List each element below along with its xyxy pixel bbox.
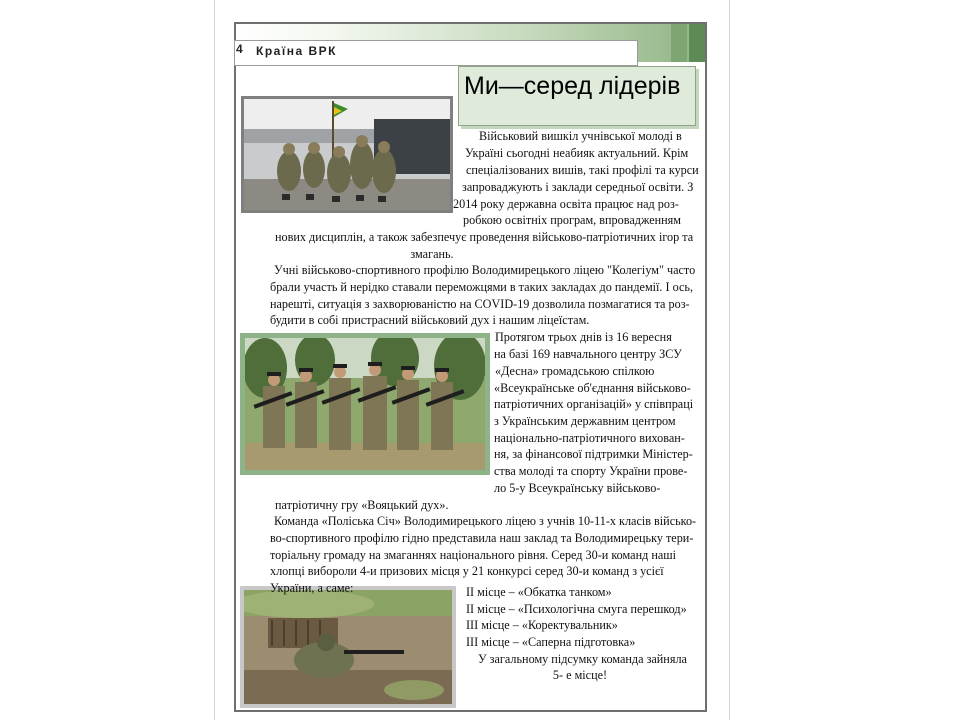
para1-line: Україні сьогодні неабияк актуальний. Крім — [465, 146, 689, 160]
para3-line: Протягом трьох днів із 16 вересня — [495, 330, 672, 344]
page-number: 4 — [236, 42, 243, 56]
para4-line: во-спортивного профілю гідно представила наш заклад та Володимирецьку тери- — [270, 531, 694, 545]
place-item: ІІІ місце – «Саперна підготовка» — [466, 635, 636, 649]
para4-line: України, а саме: — [270, 581, 354, 595]
article-title: Ми—серед лідерів — [464, 72, 681, 100]
para3-line: ня, за фінансової підтримки Міністер- — [494, 447, 693, 461]
soldiers-with-flag-photo — [241, 96, 453, 213]
para2-line: Учні військово-спортивного профілю Володимирецького ліцею "Колегіум" часто — [274, 263, 696, 277]
para4-line: торіальну громаду на змаганнях національного рівня. Серед 30-и команд наші — [270, 548, 677, 562]
para1-line: Військовий вишкіл учнівської молоді в — [479, 129, 682, 143]
place-item: ІІ місце – «Психологічна смуга перешкод» — [466, 602, 687, 616]
para3-line: патріотичних організацій» у співпраці — [494, 397, 694, 411]
para4-line: Команда «Поліська Січ» Володимирецького ліцею з учнів 10-11-х класів військо- — [274, 514, 697, 528]
para3-line: національно-патріотичного вихован- — [494, 431, 685, 445]
para3-tail: патріотичну гру «Вояцький дух». — [275, 498, 449, 512]
section-name: Країна ВРК — [256, 44, 337, 58]
team-group-photo — [240, 333, 490, 475]
para3-line: «Десна» громадською спілкою — [495, 364, 655, 378]
place-item: ІІ місце – «Обкатка танком» — [466, 585, 612, 599]
para4-line: хлопці вибороли 4-и призових місця у 21 конкурсі серед 30-и команд з усієї — [270, 564, 664, 578]
para3-line: з Українським державним центром — [494, 414, 676, 428]
summary-line: У загальному підсумку команда зайняла — [478, 652, 687, 666]
para1-line: змагань. — [410, 247, 454, 261]
para1-line: 2014 року державна освіта працює над роз- — [453, 197, 679, 211]
para2-line: нарешті, ситуація з захворюваністю на COVID-19 дозволила позмагатися та роз- — [270, 297, 690, 311]
para3-line: на базі 169 навчального центру ЗСУ — [494, 347, 682, 361]
para3-line: ства молоді та спорту України прове- — [494, 464, 688, 478]
para3-line: ло 5-у Всеукраїнську військово- — [494, 481, 661, 495]
para1-line: запроваджують і заклади середньої освіти. З — [462, 180, 694, 194]
summary-line: 5- е місце! — [552, 668, 608, 682]
para1-line: нових дисциплін, а також забезпечує проведення військово-патріотичних ігор та — [275, 230, 694, 244]
para2-line: брали участь й нерідко ставали переможцями в таких закладах до пандемії. І ось, — [270, 280, 694, 294]
trench-exercise-photo — [240, 586, 456, 708]
para1-line: спеціалізованих вишів, такі профілі та курси — [466, 163, 699, 177]
para1-line: робкою освітніх програм, впровадженням — [463, 213, 681, 227]
place-item: ІІІ місце – «Коректувальник» — [466, 618, 618, 632]
para2-line: будити в собі пристрасний військовий дух і нашим ліцеїстам. — [270, 313, 590, 327]
para3-line: «Всеукраїнське об'єднання військово- — [494, 381, 691, 395]
